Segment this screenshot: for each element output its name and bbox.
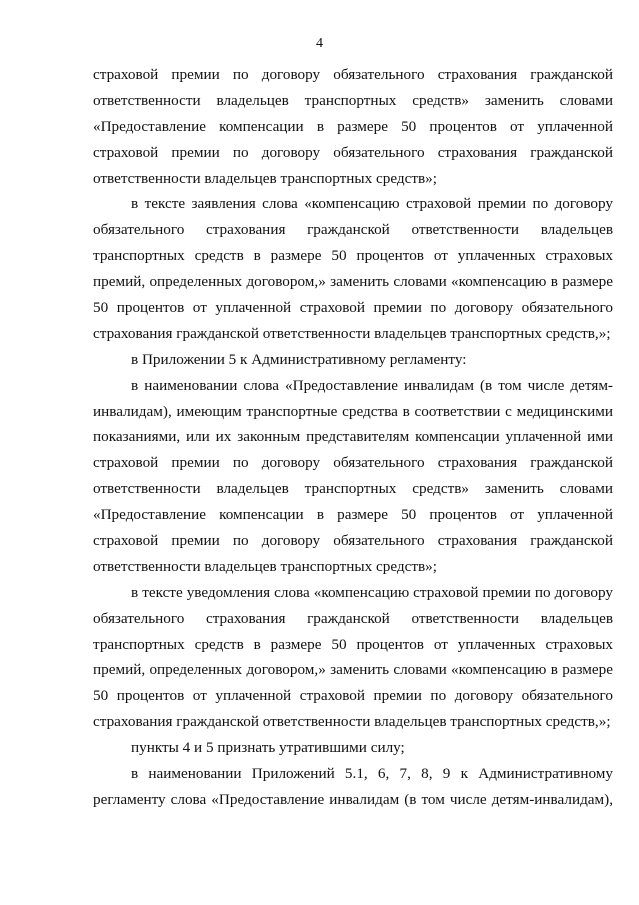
text-line: в наименовании слова «Предоставление инвалидам (в том числе детям- [131,376,613,394]
text-line: показаниями, или их законным представителям компенсации уплаченной ими [93,428,613,446]
text-line: страховой премии по договору обязательного страхования гражданской [93,454,613,472]
text-line: премий, определенных договором,» заменить словами «компенсацию в размере [93,661,613,679]
text-line: страховой премии по договору обязательного страхования гражданской [93,66,613,83]
text-line: в Приложении 5 к Административному регламенту: [131,350,467,368]
text-line: страхования гражданской ответственности владельцев транспортных средств,»; [93,324,611,342]
text-line: «Предоставление компенсации в размере 50 процентов от уплаченной [93,117,613,135]
text-line: обязательного страхования гражданской ответственности владельцев [93,609,613,627]
text-line: ответственности владельцев транспортных средств» заменить словами [93,91,613,109]
text-line: транспортных средств в размере 50 процентов от уплаченных страховых [93,247,613,265]
text-line: ответственности владельцев транспортных средств»; [93,557,437,575]
text-line: инвалидам), имеющим транспортные средства в соответствии с медицинскими [93,402,613,420]
text-line: в тексте уведомления слова «компенсацию страховой премии по договору [131,583,613,601]
text-line: регламенту слова «Предоставление инвалидам (в том числе детям-инвалидам), [93,790,613,808]
text-line: страхования гражданской ответственности владельцев транспортных средств,»; [93,713,611,731]
page-number: 4 [316,36,323,51]
text-line: пункты 4 и 5 признать утратившими силу; [131,739,405,757]
text-line: «Предоставление компенсации в размере 50 процентов от уплаченной [93,506,613,524]
document-body [93,62,613,813]
text-line: в тексте заявления слова «компенсацию страховой премии по договору [131,195,613,213]
text-line: обязательного страхования гражданской ответственности владельцев [93,221,613,239]
text-line: транспортных средств в размере 50 процентов от уплаченных страховых [93,635,613,653]
text-line: ответственности владельцев транспортных средств»; [93,169,437,187]
text-line: страховой премии по договору обязательного страхования гражданской [93,143,613,161]
text-line: ответственности владельцев транспортных средств» заменить словами [93,480,613,498]
text-line: 50 процентов от уплаченной страховой премии по договору обязательного [93,687,613,705]
text-line: 50 процентов от уплаченной страховой премии по договору обязательного [93,299,613,317]
text-line: страховой премии по договору обязательного страхования гражданской [93,532,613,550]
text-line: премий, определенных договором,» заменить словами «компенсацию в размере [93,273,613,291]
text-line: в наименовании Приложений 5.1, 6, 7, 8, 9 к Административному [131,765,613,783]
